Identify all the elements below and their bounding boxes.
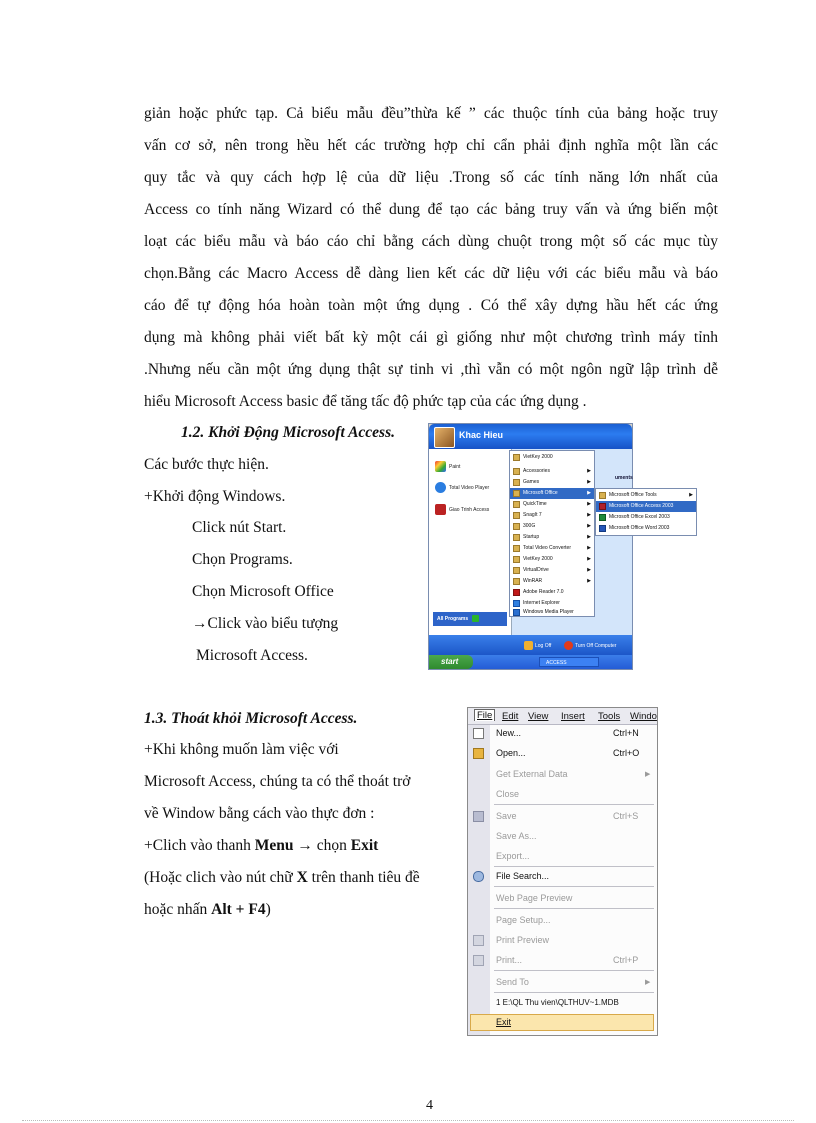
text-run: +Clich vào thanh <box>144 837 255 854</box>
program-item[interactable] <box>510 510 594 521</box>
menu-separator <box>494 804 654 805</box>
section-heading-exit: 1.3. Thoát khỏi Microsoft Access. <box>144 710 358 727</box>
start-menu-screenshot <box>428 423 693 670</box>
arrow-right-icon: ▶ <box>587 501 591 507</box>
program-item[interactable] <box>510 477 594 488</box>
all-programs-button[interactable] <box>433 612 507 626</box>
folder-icon <box>513 578 520 585</box>
media-player-icon <box>513 609 520 616</box>
file-menu-screenshot <box>467 707 658 1036</box>
paint-icon <box>435 461 446 472</box>
paragraph-line: dụng mà không phải viết bất kỳ một cái gì giống như một chương trình máy tỉnh <box>144 329 718 346</box>
access-icon <box>599 503 606 510</box>
menu-item-file-search[interactable]: File Search... <box>496 871 550 881</box>
arrow-right-icon: ▶ <box>587 545 591 551</box>
step-access-name: Microsoft Access. <box>196 647 308 664</box>
exit-line-1: +Khi không muốn làm việc với <box>144 741 339 758</box>
arrow-right-icon <box>472 615 479 622</box>
program-item[interactable] <box>510 609 594 616</box>
program-item[interactable] <box>510 587 594 598</box>
log-off-icon <box>524 641 533 650</box>
office-item[interactable] <box>596 512 696 523</box>
menu-item-print[interactable]: Print... <box>496 955 523 965</box>
program-item[interactable] <box>510 554 594 565</box>
log-off-button[interactable] <box>524 641 551 650</box>
menu-item-print-preview[interactable]: Print Preview <box>496 935 550 945</box>
menu-item-new[interactable]: New... <box>496 728 522 738</box>
exit-line-4 <box>144 837 378 855</box>
arrow-right-icon: ▶ <box>587 567 591 573</box>
menu-item-open[interactable]: Open... <box>496 748 526 758</box>
menu-tools[interactable]: Tools <box>598 711 621 722</box>
text-run: → chọn <box>293 837 351 854</box>
folder-icon <box>513 479 520 486</box>
arrow-right-icon: ▶ <box>587 534 591 540</box>
folder-icon <box>513 468 520 475</box>
program-item[interactable] <box>510 576 594 587</box>
shortcut-open: Ctrl+O <box>613 748 640 758</box>
pinned-video-player[interactable] <box>435 482 489 493</box>
step-click-icon: →Click vào biểu tượng <box>192 615 339 632</box>
program-label: QuickTime <box>523 501 547 507</box>
menu-item-page-setup[interactable]: Page Setup... <box>496 915 551 925</box>
menu-file[interactable]: File <box>474 709 495 721</box>
paragraph-line: giản hoặc phức tạp. Cả biểu mẫu đều”thừa kế ” các thuộc tính của bảng hoặc truy <box>144 105 718 122</box>
office-label: Microsoft Office Word 2003 <box>609 525 670 531</box>
folder-icon <box>513 490 520 497</box>
access-book-icon <box>435 504 446 515</box>
shortcut-print: Ctrl+P <box>613 955 639 965</box>
program-item[interactable] <box>510 452 594 463</box>
exit-line-2: Microsoft Access, chúng ta có thể thoát trở <box>144 773 411 790</box>
folder-icon <box>513 567 520 574</box>
text-run: trên thanh tiêu đề <box>307 869 420 886</box>
pinned-giao-trinh[interactable] <box>435 504 489 515</box>
menu-item-export[interactable]: Export... <box>496 851 530 861</box>
intro-paragraph <box>144 98 718 418</box>
menu-window[interactable]: Windo <box>630 711 657 722</box>
open-folder-icon <box>473 748 484 759</box>
menu-item-close[interactable]: Close <box>496 789 520 799</box>
start-menu-header <box>429 424 632 449</box>
folder-icon <box>513 523 520 530</box>
exit-line-6 <box>144 901 271 919</box>
program-label: SnagIt 7 <box>523 512 542 518</box>
start-menu-pinned <box>429 449 512 635</box>
program-label: WinRAR <box>523 578 543 584</box>
program-label: Startup <box>523 534 540 540</box>
program-item[interactable] <box>510 499 594 510</box>
program-item[interactable] <box>510 466 594 477</box>
save-disk-icon <box>473 811 484 822</box>
menu-item-web-preview[interactable]: Web Page Preview <box>496 893 573 903</box>
folder-icon <box>513 556 520 563</box>
programs-submenu <box>509 450 595 617</box>
pinned-label: Giao Trinh Access <box>449 506 490 513</box>
new-document-icon <box>473 728 484 739</box>
power-icon <box>564 641 573 650</box>
menu-bar <box>468 708 657 725</box>
start-menu-user: Khac Hieu <box>459 430 504 440</box>
program-item[interactable] <box>510 598 594 609</box>
program-label: VietKey 2000 <box>523 454 553 460</box>
section-heading-start: 1.2. Khởi Động Microsoft Access. <box>181 424 395 441</box>
menu-insert[interactable]: Insert <box>561 711 585 722</box>
pinned-paint[interactable] <box>435 461 460 472</box>
menu-item-exit[interactable] <box>470 1014 654 1031</box>
arrow-right-icon: ▶ <box>587 468 591 474</box>
exit-line-5 <box>144 869 420 887</box>
print-preview-icon <box>473 935 484 946</box>
search-icon <box>473 871 484 882</box>
program-label: Adobe Reader 7.0 <box>523 589 564 595</box>
program-item[interactable] <box>510 543 594 554</box>
program-icon <box>513 454 520 461</box>
exit-line-3: về Window bằng cách vào thực đơn : <box>144 805 375 822</box>
start-button[interactable]: start <box>429 655 473 669</box>
paragraph-line: loạt các biểu mẫu và báo cáo chỉ bằng cách dùng chuột trong một số các mục tùy <box>144 233 718 250</box>
shortcut-save: Ctrl+S <box>613 811 639 821</box>
office-label: Microsoft Office Excel 2003 <box>609 514 670 520</box>
video-player-icon <box>435 482 446 493</box>
menu-item-recent-file[interactable]: 1 E:\QL Thu vien\QLTHUV~1.MDB <box>496 998 619 1007</box>
pinned-label: Total Video Player <box>449 484 490 491</box>
office-item-access[interactable] <box>596 501 696 512</box>
program-label: Games <box>523 479 540 485</box>
menu-item-get-external-data[interactable]: Get External Data <box>496 769 568 779</box>
folder-icon <box>513 501 520 508</box>
office-item[interactable] <box>596 490 696 501</box>
program-item-office[interactable] <box>510 488 594 499</box>
internet-explorer-icon <box>513 600 520 607</box>
menu-separator <box>494 970 654 971</box>
taskbar-access-item[interactable]: ACCESS <box>539 657 599 667</box>
arrow-right-icon: ▶ <box>587 490 591 496</box>
program-label: Internet Explorer <box>523 600 560 606</box>
menu-separator <box>494 992 654 993</box>
step-start-windows: +Khởi động Windows. <box>144 488 286 505</box>
log-off-label: Log Off <box>535 642 552 649</box>
program-label: Windows Media Player <box>523 609 574 615</box>
text-run: hoặc nhấn <box>144 901 212 918</box>
folder-icon <box>513 534 520 541</box>
arrow-right-icon: ▶ <box>587 523 591 529</box>
text-run: (Hoặc clich vào nút chữ <box>144 869 297 886</box>
folder-icon <box>599 492 606 499</box>
paragraph-line: chọn.Bằng các Macro Access dễ dàng lien kết các dữ liệu với các biểu mẫu và báo <box>144 265 718 282</box>
step-choose-programs: Chọn Programs. <box>192 551 293 568</box>
step-choose-office: Chọn Microsoft Office <box>192 583 334 600</box>
exit-label: Exit <box>496 1017 512 1027</box>
program-item[interactable] <box>510 565 594 576</box>
steps-label: Các bước thực hiện. <box>144 456 269 473</box>
shortcut-new: Ctrl+N <box>613 728 639 738</box>
paragraph-line: cáo để tự động hóa hoàn toàn một ứng dụng . Có thể xây dựng hầu hết các ứng <box>144 297 718 314</box>
taskbar <box>429 655 632 669</box>
program-label: Total Video Converter <box>523 545 571 551</box>
arrow-right-icon: ▶ <box>587 556 591 562</box>
menu-item-save[interactable]: Save <box>496 811 517 821</box>
paragraph-line: .Nhưng nếu cần một ứng dụng thật sự tinh vi ,thì vẫn có một ngôn ngữ lập trình dễ <box>144 361 718 378</box>
menu-separator <box>494 886 654 887</box>
documents-label: uments <box>615 475 633 481</box>
user-avatar <box>434 427 455 448</box>
step-click-start: Click nút Start. <box>192 519 287 536</box>
exit-keyword: Exit <box>350 837 379 854</box>
text-run: ) <box>265 901 271 918</box>
arrow-right-icon: ▶ <box>587 479 591 485</box>
excel-icon <box>599 514 606 521</box>
office-item[interactable] <box>596 523 696 534</box>
office-submenu <box>595 488 697 536</box>
pinned-label: Paint <box>449 463 461 470</box>
footer-divider <box>22 1120 794 1121</box>
arrow-right-icon: ▶ <box>587 512 591 518</box>
program-label: VirtualDrive <box>523 567 549 573</box>
all-programs-label: All Programs <box>437 616 469 622</box>
program-label: VietKey 2000 <box>523 556 553 562</box>
menu-separator <box>494 908 654 909</box>
program-item[interactable] <box>510 521 594 532</box>
paragraph-line: Access co tính năng Wizard có thể dung để tạo các bảng truy vấn và ứng biến một <box>144 201 718 218</box>
arrow-right-icon: ▶ <box>587 578 591 584</box>
menu-item-save-as[interactable]: Save As... <box>496 831 537 841</box>
paragraph-line: hiểu Microsoft Access basic để tăng tấc độ phức tạp của các ứng dụng . <box>144 393 587 410</box>
word-icon <box>599 525 606 532</box>
menu-separator <box>494 866 654 867</box>
menu-item-send-to[interactable]: Send To <box>496 977 529 987</box>
paragraph-line: vấn cơ sở, nên trong hều hết các trường hợp chỉ cẩn phải định nghĩa một lần các <box>144 137 718 154</box>
menu-keyword: Menu <box>254 837 294 854</box>
menu-edit[interactable]: Edit <box>502 711 519 722</box>
menu-view[interactable]: View <box>528 711 549 722</box>
arrow-right-icon: ▶ <box>645 771 651 778</box>
paragraph-line: quy tắc và quy cách hợp lệ của dữ liệu .Trong số các tính năng lớn nhất của <box>144 169 718 186</box>
folder-icon <box>513 512 520 519</box>
turn-off-label: Turn Off Computer <box>575 642 617 649</box>
start-menu-footer <box>429 635 632 655</box>
folder-icon <box>513 545 520 552</box>
arrow-right-icon: ▶ <box>645 979 651 986</box>
program-label: Microsoft Office <box>523 490 558 496</box>
adobe-reader-icon <box>513 589 520 596</box>
program-item[interactable] <box>510 532 594 543</box>
page-number: 4 <box>426 1098 433 1113</box>
office-label: Microsoft Office Tools <box>609 492 657 498</box>
program-label: Accessories <box>523 468 550 474</box>
office-label: Microsoft Office Access 2003 <box>609 503 674 509</box>
program-label: 300G <box>523 523 536 529</box>
printer-icon <box>473 955 484 966</box>
turn-off-button[interactable] <box>564 641 616 650</box>
arrow-right-icon: ▶ <box>689 492 693 498</box>
shortcut-keyword: Alt + F4 <box>211 901 266 918</box>
x-keyword: X <box>296 869 308 886</box>
